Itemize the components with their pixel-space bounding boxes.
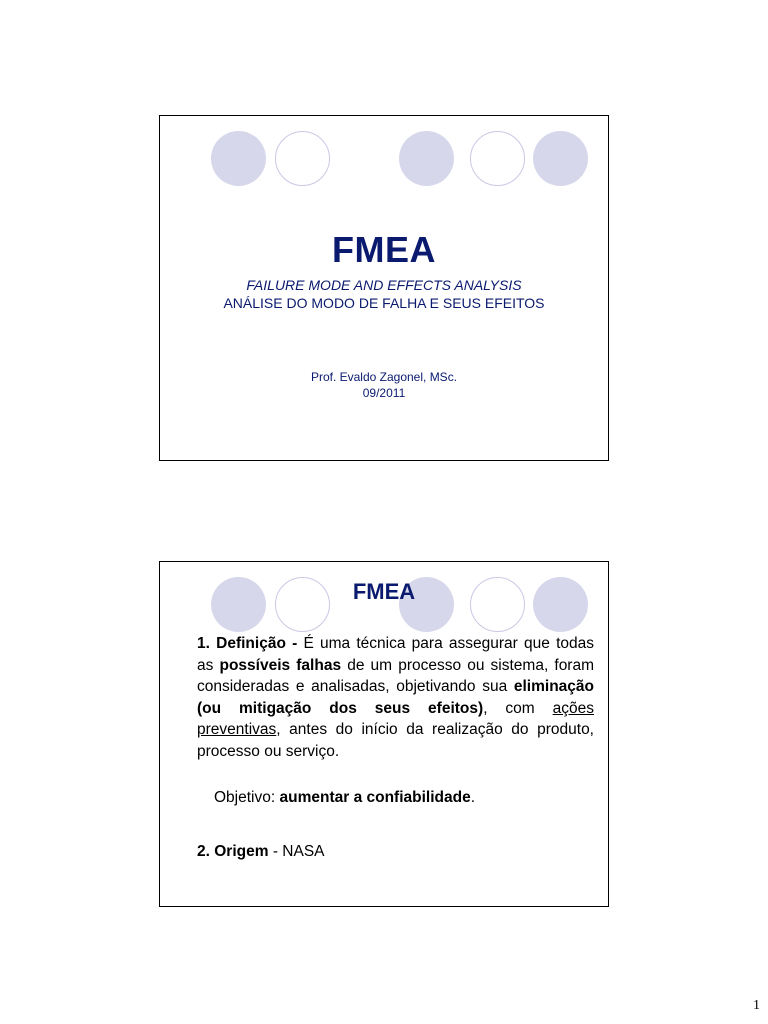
decorative-circle-outline bbox=[275, 131, 330, 186]
definition-bold-1: possíveis falhas bbox=[219, 656, 342, 674]
slide-1 bbox=[159, 115, 609, 461]
slide-1-title: FMEA bbox=[332, 229, 436, 270]
subtitle-portuguese: ANÁLISE DO MODO DE FALHA E SEUS EFEITOS bbox=[223, 295, 545, 311]
definition-text-3: , com bbox=[483, 699, 553, 717]
author: Prof. Evaldo Zagonel, MSc. bbox=[310, 370, 458, 384]
definition-text-4: , antes do início da realização do produto, processo ou serviço. bbox=[197, 721, 594, 760]
slide-2-title: FMEA bbox=[352, 579, 416, 604]
definition-bold-2: eliminação (ou mitigação dos seus efeitos) bbox=[197, 678, 594, 717]
definition-paragraph bbox=[197, 633, 594, 762]
definition-number: 1. bbox=[197, 635, 210, 652]
origin-line bbox=[197, 843, 325, 861]
objective-line bbox=[214, 789, 475, 807]
origin-number: 2. bbox=[197, 843, 210, 860]
objective-label: Objetivo: bbox=[214, 789, 280, 806]
objective-value: aumentar a confiabilidade bbox=[279, 789, 471, 806]
origin-value: - NASA bbox=[268, 843, 325, 860]
definition-label: Definição - bbox=[216, 635, 298, 652]
decorative-circle-filled bbox=[533, 131, 588, 186]
page-number: 1 bbox=[753, 998, 760, 1013]
definition-underline: ações preventivas bbox=[197, 699, 595, 738]
origin-label: Origem bbox=[214, 843, 269, 860]
decorative-circle-filled bbox=[211, 131, 266, 186]
definition-text-2: de um processo ou sistema, foram consideradas e analisadas, objetivando sua bbox=[197, 656, 595, 695]
objective-end: . bbox=[470, 789, 476, 806]
date: 09/2011 bbox=[362, 386, 406, 400]
slide-2 bbox=[159, 561, 609, 907]
decorative-circle-filled bbox=[399, 131, 454, 186]
subtitle-english: FAILURE MODE AND EFFECTS ANALYSIS bbox=[246, 277, 522, 293]
definition-text-1: É uma técnica para assegurar que todas as bbox=[197, 635, 595, 674]
decorative-circle-outline bbox=[470, 131, 525, 186]
